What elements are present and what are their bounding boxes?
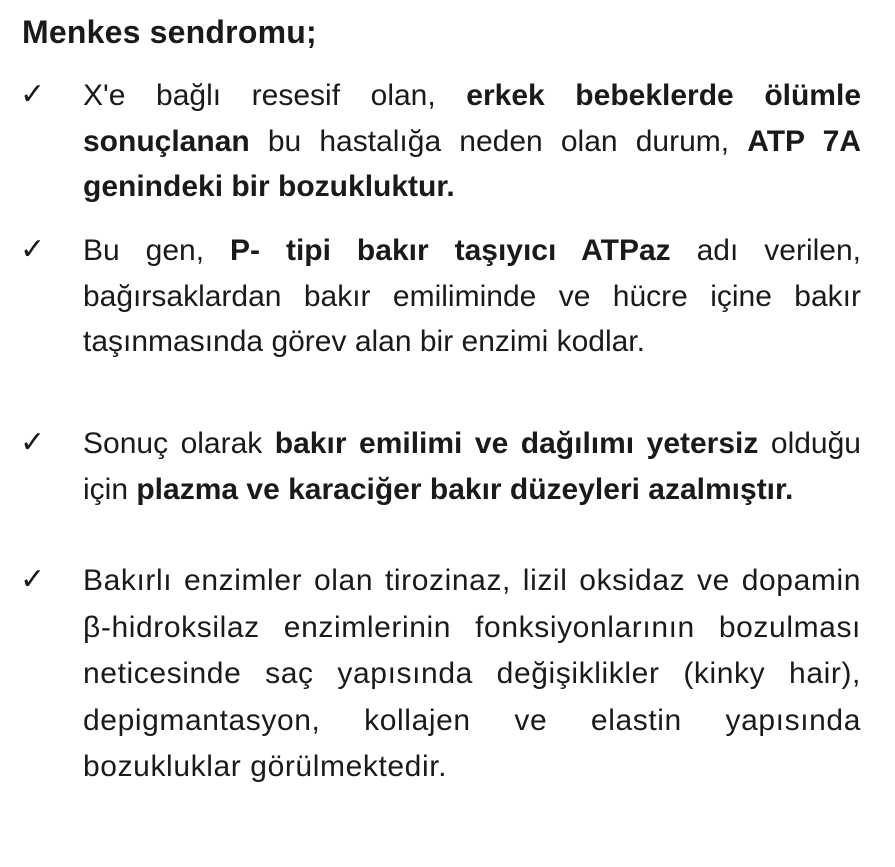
checkmark-icon: ✓ [20,77,46,112]
list-item-text [83,73,861,210]
text-segment: Bu gen, [83,234,231,267]
bold-text-segment: plazma ve karaciğer bakır düzeyleri azalmıştır. [136,472,794,506]
bold-text-segment: ATP 7A genindeki bir bozukluktur. [83,124,861,203]
list-item-text [83,421,861,512]
checkmark-icon: ✓ [20,562,46,597]
text-segment: X'e bağlı resesif olan, [83,79,467,112]
checkmark-icon: ✓ [20,425,46,460]
page-title: Menkes sendromu; [22,14,317,50]
checkmark-icon: ✓ [20,232,46,267]
bold-text-segment: P- tipi bakır taşıyıcı ATPaz [230,234,671,267]
bold-text-segment: bakır emilimi ve dağılımı yetersiz [274,427,759,460]
list-item-text [83,228,861,365]
text-segment: Bakırlı enzimler olan tirozinaz, lizil oksidaz ve dopamin β-hidroksilaz enzimlerinin fonksiyonlarının bozulması neticesinde saç yapısında değişiklikler (kinky hair), depigmantasyon, kollajen ve elastin yapısında bozukluklar görülmektedir. [83,564,861,783]
text-segment: Sonuç olarak [83,427,275,460]
bold-text-segment: erkek bebeklerde ölümle sonuçlanan [83,79,861,158]
text-segment: olduğu için [83,427,861,506]
text-segment: adı verilen, bağırsaklardan bakır emiliminde ve hücre içine bakır taşınmasında görev alan bir enzimi kodlar. [83,234,861,358]
list-item-text [83,558,861,791]
text-segment: bu hastalığa neden olan durum, [249,124,748,158]
